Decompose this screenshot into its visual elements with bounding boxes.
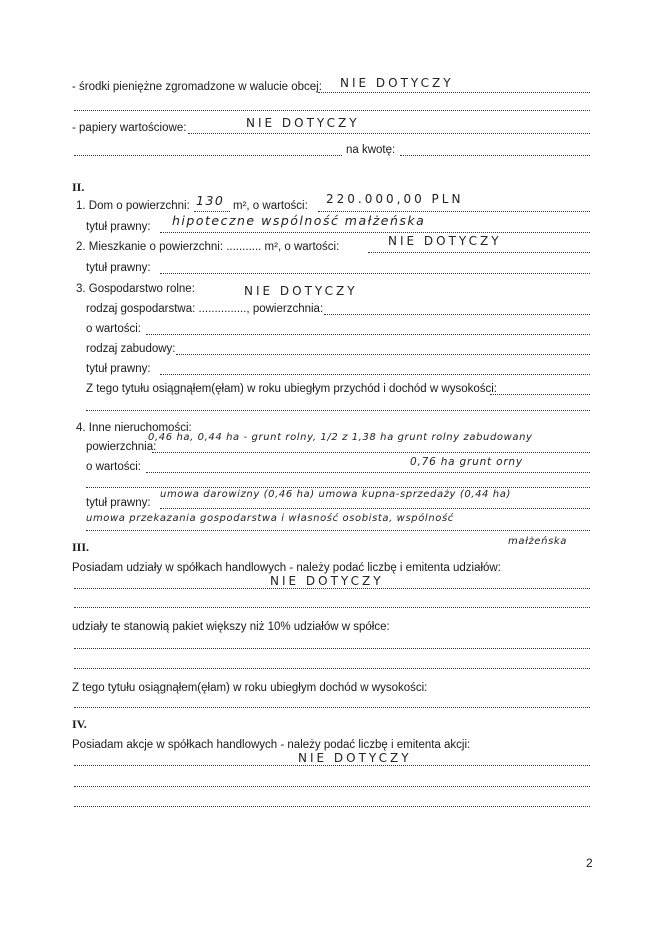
stocks-label: Posiadam akcje w spółkach handlowych - należy podać liczbę i emitenta akcji:: [72, 739, 471, 751]
flat-label: 2. Mieszkanie o powierzchni: ........... m², o wartości:: [76, 241, 340, 253]
foreign-cash-label: - środki pieniężne zgromadzone w walucie obcej:: [72, 81, 322, 93]
other-title-dots: [160, 508, 590, 509]
farm-title-label: tytuł prawny:: [86, 363, 151, 375]
flat-title-dots: [160, 273, 590, 274]
farm-title-dots: [160, 374, 590, 375]
farm-buildings-dots: [176, 354, 590, 355]
shares-label: Posiadam udziały w spółkach handlowych - należy podać liczbę i emitenta udziałów:: [72, 562, 501, 574]
house-value: 220.000,00 PLN: [326, 192, 464, 206]
house-title-value: hipoteczne wspólność małżeńska: [172, 213, 426, 228]
other-label: 4. Inne nieruchomości:: [76, 422, 192, 434]
farm-label: 3. Gospodarstwo rolne:: [76, 283, 195, 295]
section-3-heading: III.: [72, 540, 90, 554]
flat-value: NIE DOTYCZY: [388, 234, 502, 248]
house-area-dots: [194, 211, 230, 212]
securities-value: NIE DOTYCZY: [246, 116, 360, 130]
farm-type-dots: [324, 314, 590, 315]
line-dots: [74, 707, 590, 708]
amount-label: na kwotę:: [346, 144, 396, 156]
securities-label: - papiery wartościowe:: [72, 122, 187, 134]
foreign-cash-value: NIE DOTYCZY: [340, 76, 454, 90]
line-dots: [86, 410, 590, 411]
other-title-value-3: małżeńska: [508, 536, 568, 547]
other-area-label: powierzchnia:: [86, 441, 157, 453]
section-2-heading: II.: [72, 180, 85, 194]
farm-income-dots: [490, 394, 590, 395]
house-title-dots: [160, 232, 590, 233]
line-dots: [86, 530, 590, 531]
amount-dots: [400, 155, 590, 156]
stocks-dots: [74, 765, 590, 766]
house-value-dots: [318, 211, 590, 212]
section-4-heading: IV.: [72, 717, 87, 731]
line-dots: [74, 110, 590, 111]
foreign-cash-dots: [318, 92, 590, 93]
line-dots: [74, 668, 590, 669]
stocks-value: NIE DOTYCZY: [298, 751, 412, 765]
line-dots: [74, 607, 590, 608]
house-label: 1. Dom o powierzchni:: [76, 200, 190, 212]
line-dots: [74, 155, 342, 156]
house-unit-label: m², o wartości:: [233, 200, 308, 212]
other-title-label: tytuł prawny:: [86, 497, 151, 509]
line-dots: [74, 806, 590, 807]
farm-worth-label: o wartości:: [86, 323, 141, 335]
line-dots: [86, 487, 590, 488]
other-area-dots: [152, 452, 590, 453]
other-worth-label: o wartości:: [86, 461, 141, 473]
securities-dots: [188, 133, 590, 134]
house-area-value: 130: [196, 193, 225, 208]
income-label: Z tego tytułu osiągnąłem(ęłam) w roku ubiegłym dochód w wysokości:: [72, 682, 428, 694]
stake-label: udziały te stanowią pakiet większy niż 10% udziałów w spółce:: [72, 621, 390, 633]
house-title-label: tytuł prawny:: [86, 221, 151, 233]
other-title-value-2: umowa przekazania gospodarstwa i własność osobista, wspólność: [86, 513, 454, 524]
line-dots: [74, 648, 590, 649]
shares-dots: [74, 588, 590, 589]
flat-value-dots: [368, 252, 590, 253]
other-area-value-2: 0,76 ha grunt orny: [410, 456, 523, 468]
farm-type-label: rodzaj gospodarstwa: ..............., powierzchnia:: [86, 303, 324, 315]
other-worth-dots: [146, 472, 590, 473]
page-number: 2: [586, 856, 593, 870]
other-title-value: umowa darowizny (0,46 ha) umowa kupna-sprzedaży (0,44 ha): [160, 489, 511, 500]
farm-buildings-label: rodzaj zabudowy:: [86, 343, 176, 355]
shares-value: NIE DOTYCZY: [270, 574, 384, 588]
flat-title-label: tytuł prawny:: [86, 262, 151, 274]
farm-worth-dots: [146, 334, 590, 335]
line-dots: [74, 786, 590, 787]
farm-income-label: Z tego tytułu osiągnąłem(ęłam) w roku ubiegłym przychód i dochód w wysokości:: [86, 383, 497, 395]
farm-value: NIE DOTYCZY: [244, 284, 358, 298]
other-area-value: 0,46 ha, 0,44 ha - grunt rolny, 1/2 z 1,38 ha grunt rolny zabudowany: [148, 432, 533, 443]
